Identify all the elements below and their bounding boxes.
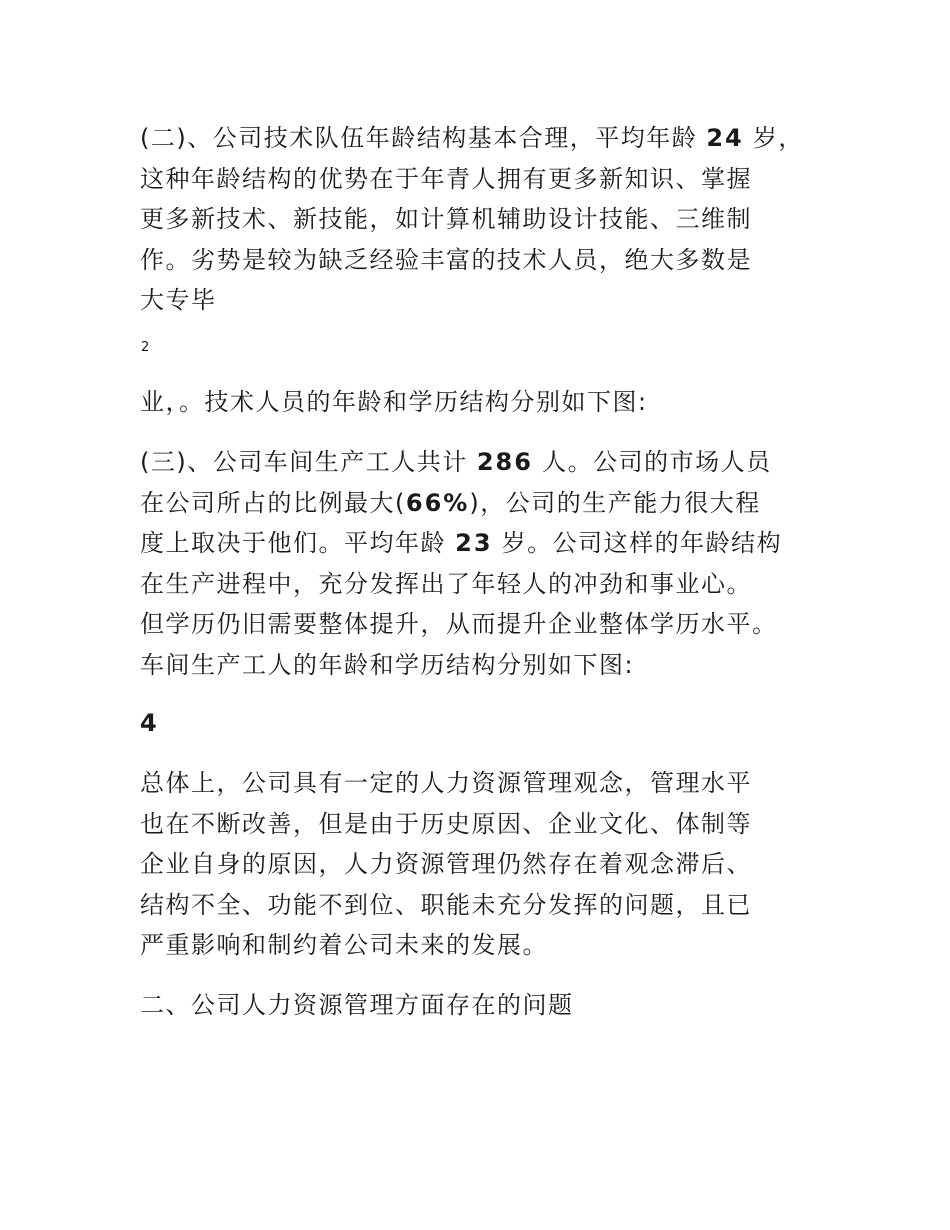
text-line: 在公司所占的比例最大(66%)，公司的生产能力很大程 <box>140 488 761 517</box>
paragraph-hr-overview <box>140 763 840 966</box>
text-line: 作。劣势是较为缺乏经验丰富的技术人员，绝大多数是 <box>140 245 752 274</box>
text-line: (二)、公司技术队伍年龄结构基本合理，平均年龄 24 岁， <box>140 124 804 152</box>
text-line: (三)、公司车间生产工人共计 286 人。公司的市场人员 <box>140 448 772 476</box>
text-line: 但学历仍旧需要整体提升，从而提升企业整体学历水平。 <box>140 610 778 638</box>
text-line: 更多新技术、新技能，如计算机辅助设计技能、三维制 <box>140 205 752 233</box>
paragraph-tech-team-age <box>140 118 840 321</box>
text-line: 结构不全、功能不到位、职能未充分发挥的问题，且已 <box>140 890 752 919</box>
text-line: 业，。技术人员的年龄和学历结构分别如下图: <box>140 388 648 416</box>
text-line: 度上取决于他们。平均年龄 23 岁。公司这样的年龄结构 <box>140 529 783 557</box>
text-line: 企业自身的原因，人力资源管理仍然存在着观念滞后、 <box>140 850 752 878</box>
text-line: 严重影响和制约着公司未来的发展。 <box>140 931 548 959</box>
page-marker: 4 <box>140 709 157 737</box>
worker-average-age-value: 23 <box>455 529 493 557</box>
text-line: 大专毕 <box>140 286 217 314</box>
paragraph-tech-staff-structure <box>140 382 840 423</box>
average-age-value: 24 <box>706 124 744 152</box>
text-line: 在生产进程中，充分发挥出了年轻人的冲劲和事业心。 <box>140 569 752 598</box>
text-line: 这种年龄结构的优势在于年青人拥有更多新知识、掌握 <box>140 164 752 193</box>
paragraph-workshop-workers <box>140 442 840 685</box>
text-line: 总体上，公司具有一定的人力资源管理观念，管理水平 <box>140 769 752 797</box>
worker-count-value: 286 <box>476 448 533 476</box>
text-line: 也在不断改善，但是由于历史原因、企业文化、体制等 <box>140 809 752 838</box>
text-line: 车间生产工人的年龄和学历结构分别如下图: <box>140 650 635 679</box>
heading-text: 二、公司人力资源管理方面存在的问题 <box>140 991 574 1019</box>
market-ratio-value: 66% <box>405 488 470 517</box>
section-heading <box>140 985 840 1026</box>
page-marker: 2 <box>141 340 150 355</box>
